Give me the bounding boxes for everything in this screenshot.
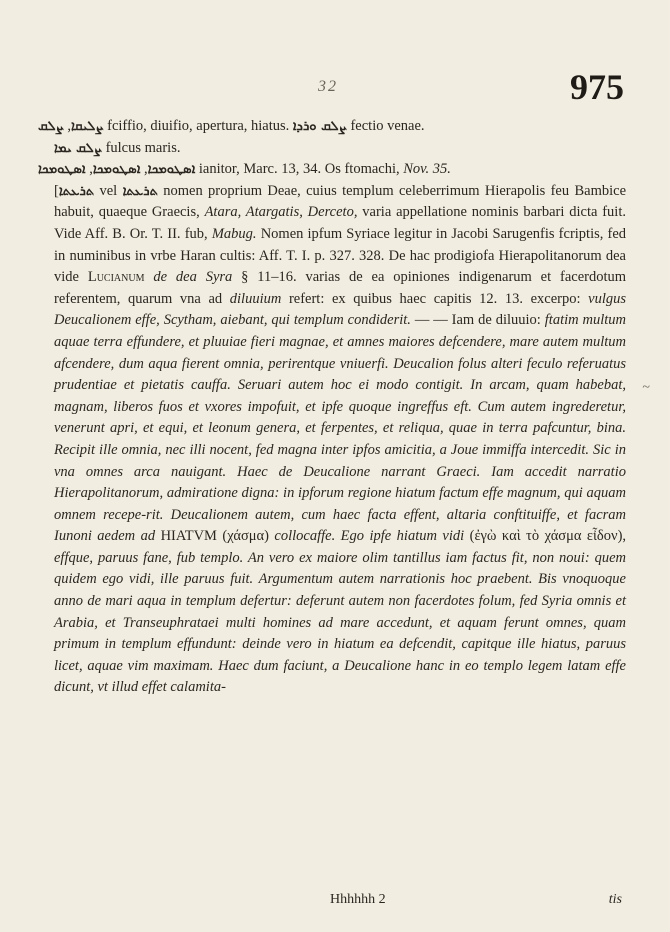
quotation: collocaffe. Ego ipfe hiatum vidi <box>274 528 465 545</box>
catchword: tis <box>608 892 622 907</box>
syriac-word: ܨܠܩ ܝܡܐ <box>54 140 102 156</box>
greek-phrase: (ἐγὼ καὶ τὸ χάσμα εἶδον), <box>469 528 627 545</box>
syriac-word: ܐܣܛܘܡܟܐ <box>92 162 141 178</box>
syriac-word: ܐܣܛܘܡܟܐ <box>38 162 86 178</box>
page-number: 975 <box>570 67 624 107</box>
paragraph-atargatis: [ܬܪܥܬܐ vel ܬܪܥܬܐ nomen proprium Deae, cuius templum celeberrimum Hierapolis feu Bambice habuit, quaeque Graecis, Atara, Atargatis, Derceto, varia appellatione nominis barbari dicta fuit. Vide Aff. B. Or. T. II. fub, Mabug. Nomen ipfum Syriace legitur in Jacobi Sarugenfis fcriptis, fed in numinibus in vrbe Haran cultis: Aff. T. I. p. 327. 328. De hac prodigiofa Hierapolitanorum dea vide Lucianum de dea Syra § 11–16. varias de ea opiniones indigenarum et facerdotum referentem, quarum vna ad diluuium refert: ex quibus haec capitis 12. 13. excerpo: vulgus Deucalionem effe, Scytham, aiebant, qui templum condiderit. — — Iam de diluuio: ftatim multum aquae terra effundere, et pluuiae fieri magnae, et amnes maiores defcendere, mare autem multum afcendere, dum aqua fierent omnia, perirentque vniuerfi. Deucalion folus alteri feculo referuatus prudentiae et pietatis cauffa. Seruari autem hoc ei modo contigit. In arcam, quam habebat, magnam, liberos fuos et vxores impofuit, et ipfe quoque ingreffus eft. Cum autem ingrederetur, venerunt apri, et equi, et leonum genera, et ferpentes, et reliqua, quae in terra pafcuntur, bina. Recipit ille omnia, nec illi nocent, fed magna inter ipfos amicitia, a Joue immiffa intercedit. Sic in vna omnes arca nauigant. Haec de Deucalione narrant Graeci. Iam accedit narratio Hierapolitanorum, admiratione digna: in ipforum regione hiatum factum effe magnum, qui aquam omnem recepe-rit. Deucalionem autem, cum haec facta effent, altaria conftituiffe, et facram Iunoni aedem ad HIATVM (χάσμα) collocaffe. Ego ipfe hiatum vidi (ἐγὼ καὶ τὸ χάσμα εἶδον), effque, paruus fane, fub templo. An vero ex maiore olim tantillus iam factus fit, non noui: quem quidem ego vidi, ille paruus fuit. Argumentum autem narrationis hoc praebent. Bis vnoquoque anno de mari aqua in templum defertur: deferunt autem non facerdotes folum, fed Syria omnis et Arabia, et Transeuphrataei multi homines ad mare accedunt, et aquam ferunt omnes, quam primum in templum effundunt: deinde vero in hiatum ea defcendit, capitque ille hiatus, paruus licet, aquae vim maximam. Haec dum faciunt, a Deucalione hanc in eo templo legem latam effe dicunt, vt illud effet calamita- <box>54 182 627 696</box>
entry-reference: Nov. 35. <box>403 161 451 178</box>
entry-ianitor: ܐܣܛܘܡܟܐ, ܐܣܛܘܡܟܐ, ܐܣܛܘܡܟܐ ianitor, Marc. 13, 34. Os ftomachi, Nov. 35. <box>38 161 451 178</box>
signature-mark: Hhhhhh 2 <box>330 892 386 907</box>
entry-definition: fectio venae. <box>350 118 425 134</box>
syriac-word: ܨܠܝܩܐ <box>71 119 104 134</box>
entry-definition: fciffio, diuifio, apertura, hiatus. <box>107 118 290 134</box>
page-body <box>38 116 626 699</box>
work-title: de dea Syra <box>153 269 233 286</box>
keyword-hiatum: HIATVM <box>160 528 217 545</box>
entry-sulcus <box>38 138 626 160</box>
syriac-word: ܬܪܥܬܐ <box>58 183 95 199</box>
greek-phrase: (χάσμα) <box>222 528 269 545</box>
quotation: ftatim multum aquae terra effundere, et pluuiae fieri magnae, et amnes maiores defcendere, mare autem multum afcendere, dum aqua fierent omnia, perirentque vniuerfi. Deucalion folus alteri feculo referuatus prudentiae et pietatis cauffa. Seruari autem hoc ei modo contigit. In arcam, quam habebat, magnam, liberos fuos et vxores impofuit, et ipfe quoque ingreffus eft. Cum autem ingrederetur, venerunt apri, et equi, et leonum genera, et ferpentes, et reliqua, quae in terra pafcuntur, bina. Recipit ille omnia, nec illi nocent, fed magna inter ipfos amicitia, a Joue immiffa intercedit. Sic in vna omnes arca nauigant. Haec de Deucalione narrant Graeci. Iam accedit narratio Hierapolitanorum, admiratione digna: in ipforum regione hiatum factum effe magnum, qui aquam omnem recepe-rit. Deucalionem autem, cum haec facta effent, altaria conftituiffe, et facram Iunoni aedem ad <box>54 312 627 545</box>
syriac-word: ܐܣܛܘܡܟܐ <box>147 162 196 178</box>
author-name: Lucianum <box>87 269 145 286</box>
syriac-word: ܨܠܩ <box>38 119 64 134</box>
quotation: effque, paruus fane, fub templo. An vero ex maiore olim tantillus iam factus fit, non noui: quem quidem ego vidi, ille paruus fuit. Argumentum autem narrationis hoc praebent. Bis vnoquoque anno de mari aqua in templum defertur: deferunt autem non facerdotes folum, fed Syria omnis et Arabia, et Transeuphrataei multi homines ad mare accedunt, et aquam ferunt omnes, quam primum in templum effundunt: deinde vero in hiatum ea defcendit, capitque ille hiatus, paruus licet, aquae vim maximam. Haec dum faciunt, a Deucalione hanc in eo templo legem latam effe dicunt, vt illud effet calamita- <box>54 549 626 696</box>
entry-definition: fulcus maris. <box>105 139 181 156</box>
margin-mark: ~ <box>642 380 650 395</box>
handwritten-page-number: 32 <box>318 78 338 95</box>
quotation: vulgus Deucalionem effe, Scytham, aiebant, qui templum condiderit. <box>54 290 627 329</box>
syriac-word: ܨܠܩ ܘܪܕܐ <box>292 119 347 134</box>
entry-scissio: ܨܠܝܩܐ, ܨܠܩ fciffio, diuifio, apertura, hiatus. ܨܠܩ ܘܪܕܐ fectio venae. <box>38 118 425 134</box>
syriac-word: ܬܪܥܬܐ <box>122 183 158 199</box>
entry-definition: ianitor, Marc. 13, 34. Os ftomachi, <box>198 161 400 178</box>
